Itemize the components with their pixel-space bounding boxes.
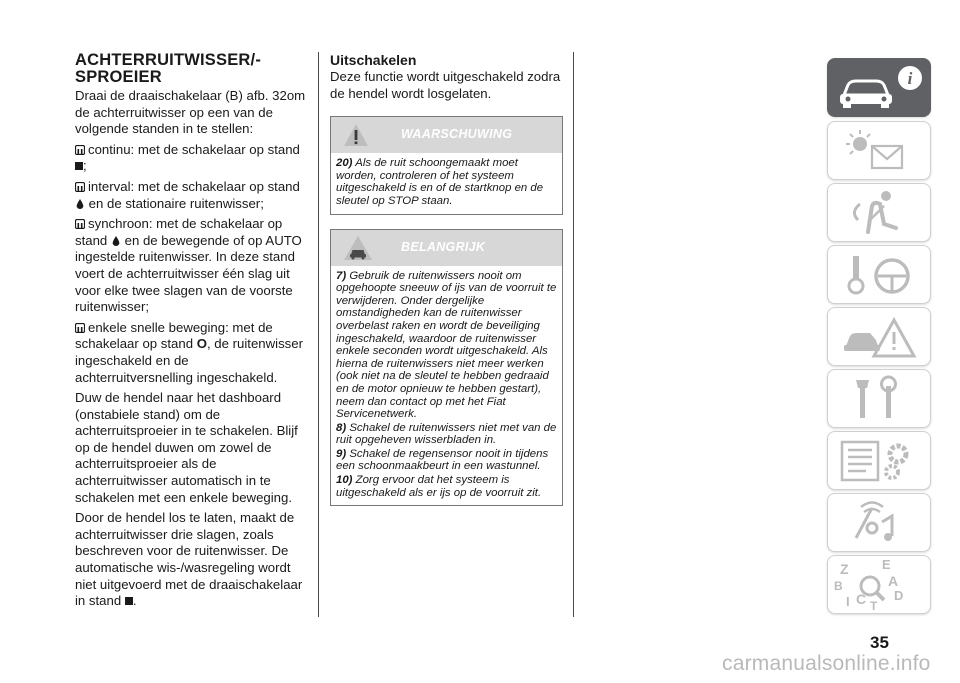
alphabet-index-icon <box>828 556 930 613</box>
tab-key-steering[interactable] <box>827 245 931 304</box>
important-box <box>330 229 563 507</box>
important-item-number: 10) <box>336 474 353 487</box>
index-letter: I <box>846 594 850 609</box>
subsection-intro: Deze functie wordt uitgeschakeld zodra de hendel wordt losgelaten. <box>330 69 561 101</box>
subsection-heading: Uitschakelen <box>330 52 417 68</box>
section-heading <box>75 52 310 86</box>
important-item-text: Zorg ervoor dat het systeem is uitgeschakeld als er ijs op de voorruit zit. <box>336 474 542 499</box>
important-item-text: Gebruik de ruitenwissers nooit om opgehoopte sneeuw of ijs van de voorruit te verwijderen. Onder dergelijke omstandigheden kan de ruitenwisser overbelast raken en wordt de beveiliging ingeschakeld, waardoor de ruitenwisser enkele seconden wordt uitgeschakeld. Als hierna de ruitenwissers niet meer werken (ook niet na de sleutel te hebben gedraaid en de motor opnieuw te hebben gestart), neem dan contact op met het Fiat Servicenetwerk. <box>336 269 557 421</box>
bullet-icon <box>75 219 85 229</box>
important-body <box>331 266 562 506</box>
index-letter: B <box>834 579 843 593</box>
washer-paragraph: Duw de hendel naar het dashboard (onstabiele stand) om de achterruitsproeier in te schakelen. Blijf op de hendel duwen om zowel de achterruitsproeier als de achterruitwisser automatisch in te schakelen met een enkele beweging. <box>75 390 298 505</box>
watermark: carmanualsonline.info <box>722 652 931 675</box>
car-info-icon <box>828 59 930 116</box>
important-item-number: 7) <box>336 269 347 282</box>
important-title: BELANGRIJK <box>401 239 486 254</box>
column-divider <box>573 52 574 617</box>
position-o-symbol: O <box>196 336 207 352</box>
tools-icon <box>828 370 930 427</box>
index-letter: C <box>856 591 867 607</box>
bullet-single-stroke <box>75 320 310 386</box>
index-letter: Z <box>840 561 849 577</box>
tab-warning-triangle[interactable] <box>827 307 931 366</box>
bullet-synchronous-cont: en de bewegende of op AUTO ingestelde ruitenwisser. In deze stand voert de achterruitwisser één slag uit voor elke twee slagen van de voorste ruitenwisser; <box>75 232 302 315</box>
bullet-icon <box>75 323 85 333</box>
position-square-icon <box>75 162 83 170</box>
important-item-text: Schakel de ruitenwissers niet met van de ruit opgeheven wisserbladen in. <box>336 421 557 447</box>
warning-triangle-icon <box>828 308 930 365</box>
important-item <box>336 474 557 499</box>
warning-box-header <box>331 117 562 153</box>
section-heading-line2: SPROEIER <box>75 68 162 86</box>
bullet-synchronous <box>75 216 310 316</box>
important-item <box>336 270 557 421</box>
bullet-continuous-text: continu: met de schakelaar op stand <box>88 141 300 157</box>
warning-text: Als de ruit schoongemaakt moet worden, controleren of het systeem uitgeschakeld is en of de startknop en de sleutel op STOP staan. <box>336 157 544 207</box>
page-number: 35 <box>870 633 889 652</box>
drop-position-icon <box>75 199 85 209</box>
bullet-interval <box>75 179 310 212</box>
tab-dashboard-lights[interactable] <box>827 121 931 180</box>
important-item-number: 8) <box>336 421 347 434</box>
warning-exclamation-icon <box>343 122 369 148</box>
specs-gear-icon <box>828 432 930 489</box>
bullet-continuous-end: ; <box>83 158 87 174</box>
tab-airbag-seat[interactable] <box>827 183 931 242</box>
index-letter: A <box>888 573 899 589</box>
tab-car-info[interactable] <box>827 58 931 117</box>
important-box-header <box>331 230 562 266</box>
warning-body <box>331 153 562 213</box>
important-item <box>336 448 557 473</box>
bullet-single-stroke-cont: , de ruitenwisser ingeschakeld en de achterruitversnelling ingeschakeld. <box>75 336 303 385</box>
left-column <box>75 52 310 614</box>
release-paragraph-end: . <box>132 593 137 609</box>
section-heading-line1: ACHTERRUITWISSER/- <box>75 51 262 69</box>
drop-position-icon <box>111 236 121 246</box>
index-letter: D <box>894 588 904 603</box>
bullet-interval-text: interval: met de schakelaar op stand <box>88 178 300 194</box>
warning-title: WAARSCHUWING <box>401 127 513 142</box>
right-column <box>330 52 563 506</box>
airbag-seat-icon <box>828 184 930 241</box>
position-square-icon <box>125 597 133 605</box>
multimedia-icon <box>828 494 930 551</box>
bullet-synchronous-text: synchroon: met de schakelaar op stand <box>75 216 283 248</box>
index-letter: E <box>882 557 891 572</box>
tab-specs[interactable] <box>827 431 931 490</box>
bullet-continuous <box>75 142 310 175</box>
column-divider <box>318 52 319 617</box>
key-steering-icon <box>828 246 930 303</box>
important-item <box>336 422 557 447</box>
dashboard-lights-icon <box>828 122 930 179</box>
intro-paragraph: Draai de draaischakelaar (B) afb. 32om de achterruitwisser op een van de volgende standen in te stellen: <box>75 88 306 137</box>
warning-box <box>330 116 563 214</box>
car-caution-icon <box>343 235 373 261</box>
tab-alphabet-index[interactable] <box>827 555 931 614</box>
release-paragraph <box>75 510 310 610</box>
index-letter: T <box>870 599 878 613</box>
bullet-single-stroke-text: enkele snelle beweging: met de schakelaar op stand <box>75 319 273 352</box>
bullet-interval-cont: en de stationaire ruitenwisser; <box>88 195 264 211</box>
release-paragraph-text: Door de hendel los te laten, maakt de achterruitwisser drie slagen, zoals beschreven voor de ruitenwisser. De automatische wis-/wasregeling wordt niet uitgevoerd met de draaischakelaar in stand <box>75 510 303 609</box>
important-item-number: 9) <box>336 447 347 460</box>
svg-text:i: i <box>907 69 913 88</box>
bullet-icon <box>75 182 85 192</box>
bullet-icon <box>75 145 85 155</box>
tab-tools[interactable] <box>827 369 931 428</box>
tab-multimedia[interactable] <box>827 493 931 552</box>
important-item-text: Schakel de regensensor nooit in tijdens een schoonmaakbeurt in een wastunnel. <box>336 447 549 473</box>
warning-number: 20) <box>336 157 353 170</box>
